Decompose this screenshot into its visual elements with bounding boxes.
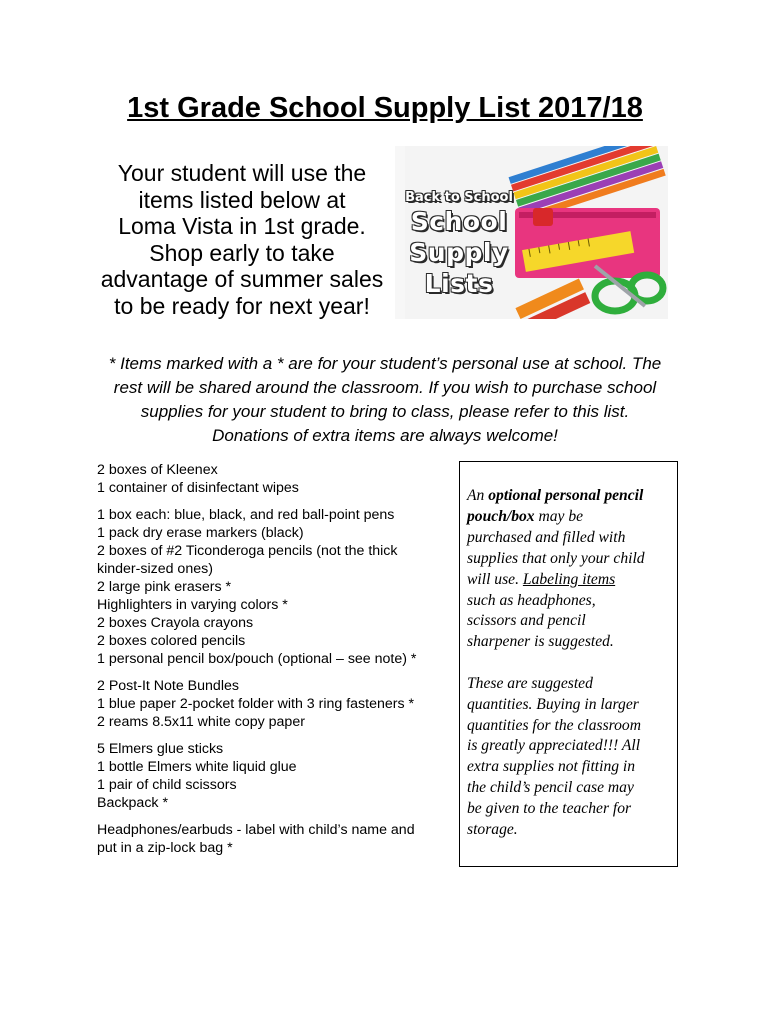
supply-item: 2 reams 8.5x11 white copy paper bbox=[97, 713, 305, 730]
intro-text bbox=[92, 160, 392, 319]
supply-item: 1 pack dry erase markers (black) bbox=[97, 525, 304, 542]
supply-list bbox=[97, 462, 457, 868]
supply-item: 2 boxes colored pencils bbox=[97, 632, 246, 649]
supply-item: 1 pair of child scissors bbox=[97, 777, 237, 793]
document-title: 1st Grade School Supply List 2017/18 bbox=[127, 92, 643, 124]
school-supply-lists-graphic bbox=[395, 146, 668, 319]
supply-group bbox=[97, 462, 457, 498]
intro-line: Your student will use the bbox=[117, 160, 367, 186]
supply-item: 1 blue paper 2-pocket folder with 3 ring fasteners * bbox=[97, 695, 415, 712]
intro-line: Loma Vista in 1st grade. bbox=[118, 213, 366, 239]
supply-item: Headphones/earbuds - label with child’s name and bbox=[97, 822, 415, 839]
supply-group bbox=[97, 822, 457, 858]
supply-item: Backpack * bbox=[97, 794, 168, 811]
sidebox-text: may be bbox=[534, 507, 584, 525]
supply-item: 2 boxes of Kleenex bbox=[97, 462, 218, 478]
sidebox-line: sharpener is suggested. bbox=[467, 633, 614, 651]
sidebox-line: be given to the teacher for bbox=[467, 800, 632, 818]
promo-title bbox=[399, 190, 519, 299]
promo-line: School bbox=[410, 207, 508, 236]
sidebox-line: is greatly appreciated!!! All bbox=[467, 737, 641, 755]
sidebox-underlined-text: Labeling items bbox=[522, 570, 616, 588]
note-line: rest will be shared around the classroom. If you wish to purchase school bbox=[113, 378, 657, 397]
sidebox-line: These are suggested bbox=[467, 674, 593, 692]
supply-group bbox=[97, 507, 457, 668]
sidebox-line: storage. bbox=[467, 821, 518, 839]
note-line: * Items marked with a * are for your student’s personal use at school. The bbox=[108, 354, 662, 373]
sidebox-text: An bbox=[467, 487, 489, 504]
sidebox-line: the child’s pencil case may bbox=[467, 779, 634, 797]
supply-item: 1 container of disinfectant wipes bbox=[97, 479, 299, 496]
supply-item: Highlighters in varying colors * bbox=[97, 596, 288, 613]
sidebox-line: purchased and filled with bbox=[467, 528, 626, 546]
sidebox-line bbox=[467, 570, 671, 591]
supply-item: 1 box each: blue, black, and red ball-point pens bbox=[97, 507, 395, 524]
sidebox-line: scissors and pencil bbox=[467, 612, 586, 630]
sidebox-text: will use. bbox=[467, 570, 523, 588]
sidebox-line: extra supplies not fitting in bbox=[467, 758, 636, 776]
sidebox-line: such as headphones, bbox=[467, 591, 596, 609]
sidebox-line: supplies that only your child bbox=[467, 549, 645, 567]
sidebox-bold-text: optional personal pencil bbox=[488, 487, 644, 504]
supply-item: 2 boxes Crayola crayons bbox=[97, 614, 254, 631]
supply-item: 1 personal pencil box/pouch (optional – see note) * bbox=[97, 650, 417, 667]
supply-item: 5 Elmers glue sticks bbox=[97, 741, 224, 758]
intro-line: to be ready for next year! bbox=[114, 292, 370, 319]
supply-item: 2 boxes of #2 Ticonderoga pencils (not the thick bbox=[97, 543, 398, 560]
supply-item: 1 bottle Elmers white liquid glue bbox=[97, 759, 297, 776]
suggested-quantities-paragraph bbox=[467, 674, 671, 841]
supply-item: 2 large pink erasers * bbox=[97, 578, 232, 595]
intro-line: items listed below at bbox=[138, 186, 346, 213]
sidebox-line: quantities. Buying in larger bbox=[467, 695, 639, 713]
supply-item: put in a zip-lock bag * bbox=[97, 840, 233, 857]
sidebox-line: quantities for the classroom bbox=[467, 716, 641, 734]
sidebox-line bbox=[467, 507, 671, 528]
sidebox-bold-text: pouch/box bbox=[467, 507, 535, 525]
supply-group bbox=[97, 678, 457, 732]
supply-group bbox=[97, 741, 457, 813]
usage-note bbox=[70, 352, 700, 448]
intro-line: Shop early to take bbox=[149, 239, 335, 266]
sidebox-line bbox=[467, 486, 671, 507]
note-line: Donations of extra items are always welcome! bbox=[212, 426, 558, 445]
supply-item: kinder-sized ones) bbox=[97, 561, 213, 578]
note-line: supplies for your student to bring to class, please refer to this list. bbox=[140, 402, 630, 421]
intro-line: advantage of summer sales bbox=[100, 266, 384, 292]
promo-line: Lists bbox=[424, 269, 494, 298]
promo-line: Back to School bbox=[405, 190, 513, 205]
supply-item: 2 Post-It Note Bundles bbox=[97, 677, 239, 694]
pencil-pouch-note-box bbox=[459, 461, 678, 867]
pencil-pouch-paragraph bbox=[467, 486, 671, 653]
promo-line: Supply bbox=[409, 238, 509, 267]
